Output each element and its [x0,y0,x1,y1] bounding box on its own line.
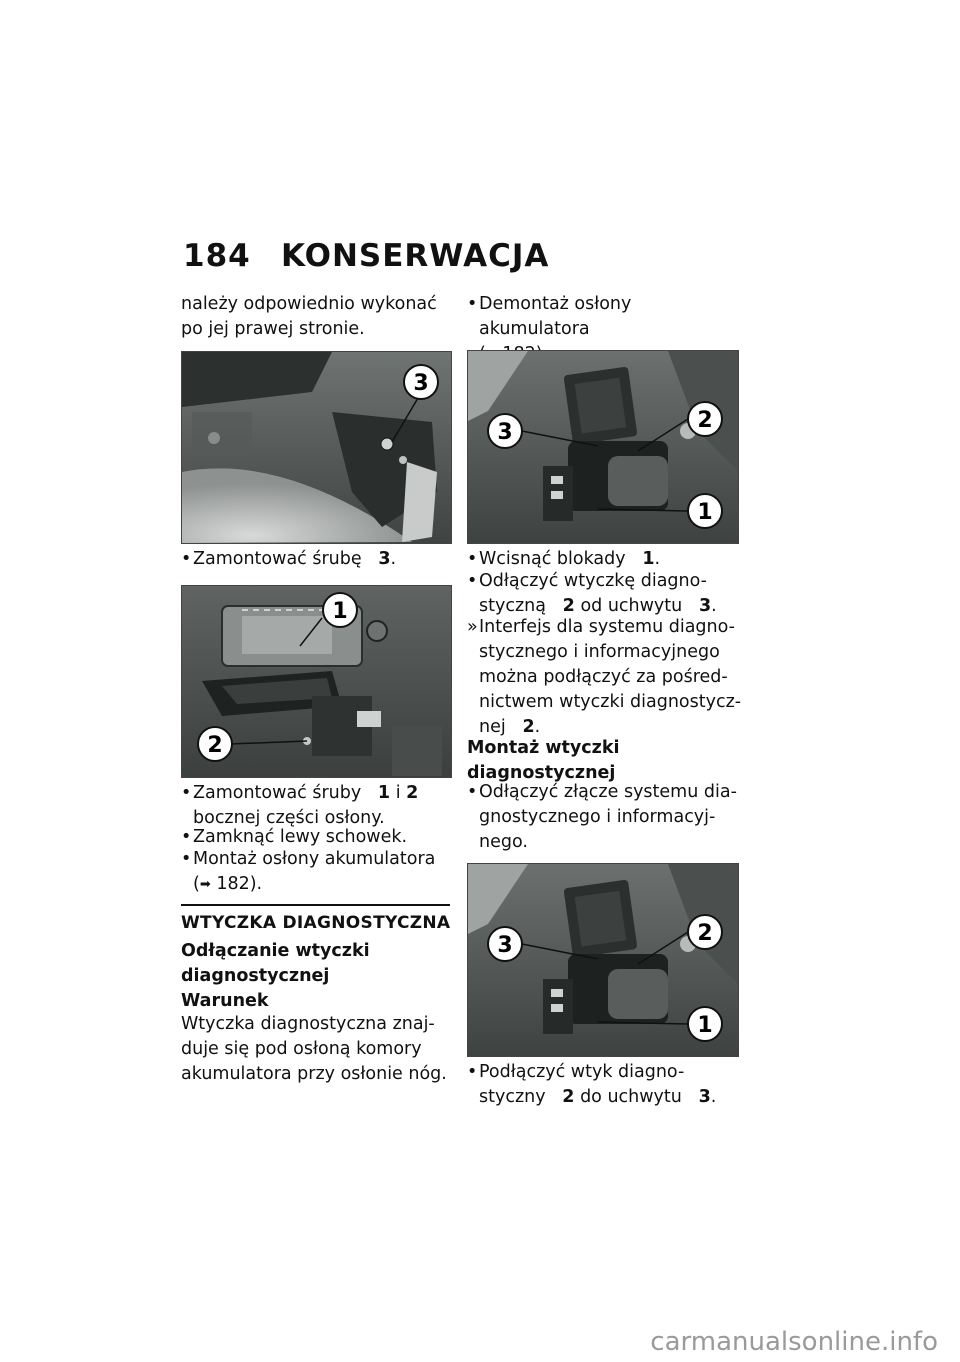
bullet-icon: • [181,549,192,569]
subheading-condition: Warunek [181,991,269,1011]
subheading-mount: Montaż wtyczki diagnostycznej [467,738,620,783]
figure-side-cover [181,585,452,778]
bullet-icon: • [181,827,192,847]
bullet-icon: • [467,782,478,802]
step-mount-battery-cover: • Montaż osłony akumulatora (➡ 182). [181,847,451,897]
chapter-title: KONSERWACJA [281,238,550,274]
bullet-icon: • [181,849,192,869]
page-header [183,238,549,274]
callout-1: 1 [697,1013,713,1038]
step-close-compartment: • Zamknąć lewy schowek. [181,825,451,850]
callout-2: 2 [697,921,713,946]
figure-screw-cover [181,351,452,544]
step-remove-battery-cover: • Demontaż osłony akumulatora [467,292,747,367]
step-mount-screw: • Zamontować śrubę 3. [181,547,451,572]
callout-3: 3 [497,933,513,958]
figure-diagnostic-connector [467,350,739,544]
callout-3: 3 [413,371,429,396]
condition-text: Wtyczka diagnostyczna znaj- duje się pod osłoną komory akumulatora przy osłonie nóg. [181,1014,447,1084]
callout-2: 2 [207,733,223,758]
subheading-disconnect: Odłączanie wtyczki diagnostycznej Warunek [181,939,451,1014]
callout-1: 1 [332,599,348,624]
callout-2: 2 [697,408,713,433]
bullet-icon: • [467,294,478,314]
watermark: carmanualsonline.info [650,1327,938,1357]
note-icon: » [467,617,478,637]
intro-text: należy odpowiednio wykonać po jej prawej stronie. [181,294,437,339]
arrow-right-icon: ➡ [199,877,211,892]
section-title: WTYCZKA DIAGNOSTYCZNA [181,913,451,933]
step-mount-screws: • Zamontować śruby 1 i 2 bocznej części osłony. [181,783,419,828]
page-number: 184 [183,238,251,274]
callout-3: 3 [497,420,513,445]
step-press-locks: • Wcisnąć blokady 1. [467,547,747,572]
figure-diagnostic-connector-mount [467,863,739,1057]
bullet-icon: • [181,783,192,803]
section-divider [181,904,450,906]
step-connect-plug: • Podłączyć wtyk diagno- styczny 2 do uchwytu 3. [467,1062,717,1107]
step-disconnect-plug: • Odłączyć wtyczkę diagno- styczną 2 od uchwytu 3. [467,571,717,616]
bullet-icon: • [467,549,478,569]
bullet-icon: • [467,1062,478,1082]
callout-1: 1 [697,500,713,525]
step-disconnect-connector: • Odłączyć złącze systemu dia- gnostycznego i informacyj- nego. [467,782,737,852]
note-interface: » Interfejs dla systemu diagno- stycznego i informacyjnego można podłączyć za pośred- nictwem wtyczki diagnostycz- nej 2. [467,617,742,737]
bullet-icon: • [467,571,478,591]
